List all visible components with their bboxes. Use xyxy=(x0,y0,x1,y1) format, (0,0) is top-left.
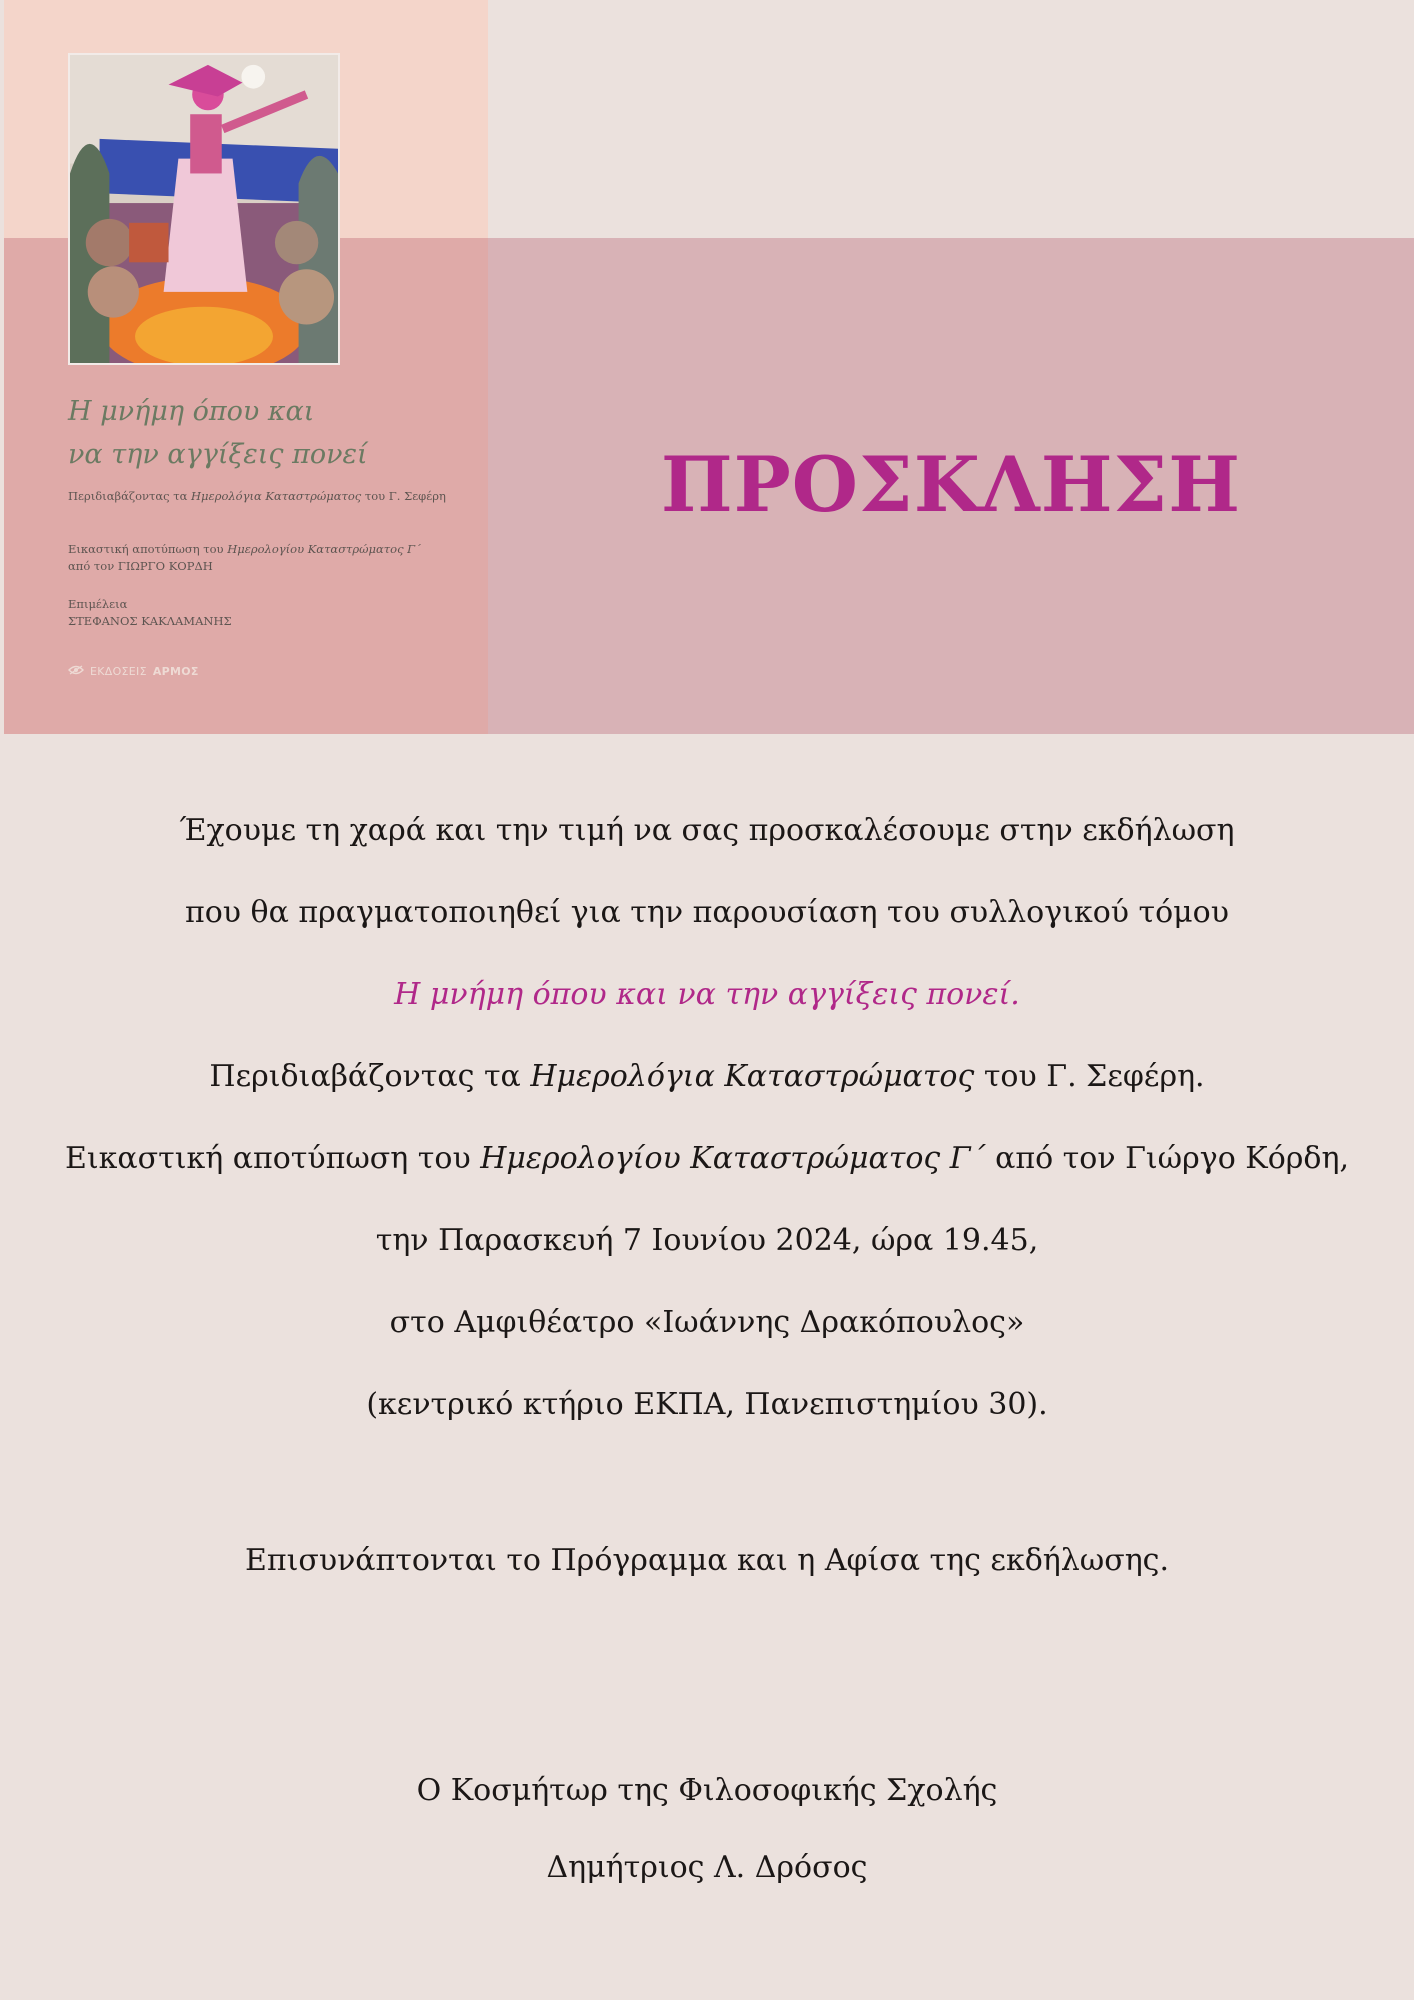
event-address-line: (κεντρικό κτήριο ΕΚΠΑ, Πανεπιστημίου 30). xyxy=(366,1387,1048,1422)
body-line-5-pre: Εικαστική αποτύπωση του xyxy=(64,1141,481,1176)
cover-title-line-1: Η μνήμη όπου και xyxy=(68,396,315,427)
cover-art-italic: Ημερολογίου Καταστρώματος Γ΄ xyxy=(227,542,421,556)
publisher-prefix: ΕΚΔΟΣΕΙΣ xyxy=(90,665,147,678)
body-line-4-italic: Ημερολόγια Καταστρώματος xyxy=(530,1059,975,1094)
body-line-4 xyxy=(0,1057,1414,1097)
cover-subtitle xyxy=(68,488,446,505)
cover-title xyxy=(68,390,468,476)
body-line-5-post: από τον Γιώργο Κόρδη, xyxy=(985,1141,1349,1176)
cover-artist-credit xyxy=(68,541,421,575)
cover-editor-label: Επιμέλεια xyxy=(68,597,128,611)
body-line-5 xyxy=(0,1139,1414,1179)
cover-art-pre: Εικαστική αποτύπωση του xyxy=(68,542,228,556)
body-line-5-italic: Ημερολογίου Καταστρώματος Γ΄ xyxy=(480,1141,986,1176)
cover-subtitle-italic: Ημερολόγια Καταστρώματος xyxy=(191,489,362,503)
event-venue-line: στο Αμφιθέατρο «Ιωάννης Δρακόπουλος» xyxy=(389,1305,1025,1340)
signature-name: Δημήτριος Λ. Δρόσος xyxy=(546,1850,868,1885)
cover-subtitle-post: του Γ. Σεφέρη xyxy=(361,489,446,503)
body-line-1: Έχουμε τη χαρά και την τιμή να σας προσκαλέσουμε στην εκδήλωση xyxy=(179,813,1235,848)
signature-role: Ο Κοσμήτωρ της Φιλοσοφικής Σχολής xyxy=(416,1773,998,1808)
cover-art-line-2: από τον ΓΙΩΡΓΟ ΚΟΡΔΗ xyxy=(68,559,213,573)
attachments-note: Επισυνάπτονται το Πρόγραμμα και η Αφίσα της εκδήλωσης. xyxy=(244,1543,1170,1578)
invitation-heading: ΠΡΟΣΚΛΗΣΗ xyxy=(660,440,1242,529)
publisher-name: ΑΡΜΟΣ xyxy=(152,665,199,678)
cover-editor-credit xyxy=(68,596,232,630)
event-date-line: την Παρασκευή 7 Ιουνίου 2024, ώρα 19.45, xyxy=(375,1223,1039,1258)
body-line-4-post: του Γ. Σεφέρη. xyxy=(974,1059,1205,1094)
body-line-2: που θα πραγματοποιηθεί για την παρουσίαση του συλλογικού τόμου xyxy=(185,895,1229,930)
cover-painting-image xyxy=(68,53,340,365)
eye-logo-icon xyxy=(68,665,84,678)
cover-editor-name: ΣΤΕΦΑΝΟΣ ΚΑΚΛΑΜΑΝΗΣ xyxy=(68,614,232,628)
cover-subtitle-pre: Περιδιαβάζοντας τα xyxy=(68,489,192,503)
book-title-line: Η μνήμη όπου και να την αγγίξεις πονεί. xyxy=(394,977,1020,1012)
publisher-logo xyxy=(68,665,199,678)
cover-title-line-2: να την αγγίξεις πονεί xyxy=(68,439,368,470)
body-line-4-pre: Περιδιαβάζοντας τα xyxy=(209,1059,531,1094)
